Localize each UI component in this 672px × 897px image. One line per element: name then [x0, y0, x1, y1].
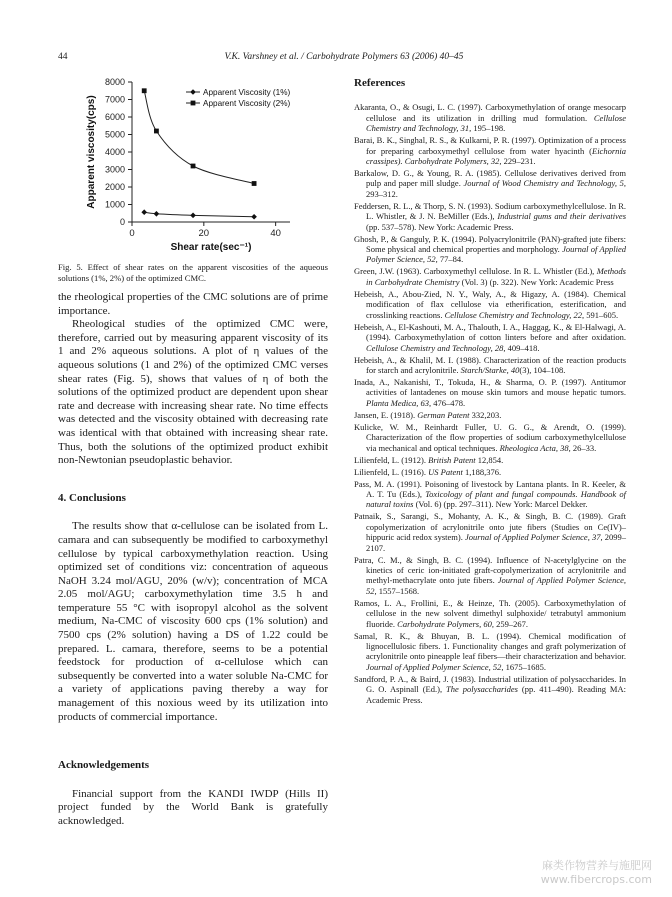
references-heading: References — [354, 77, 406, 89]
reference-italic: Starch/Starke, 40 — [460, 364, 520, 375]
reference-item — [354, 467, 626, 477]
reference-text: Barkalow, D. G., & Young, R. A. (1985). Cellulose derivatives derived from pulp and paper mill sludge. — [354, 168, 626, 189]
figure-5 — [58, 72, 340, 262]
reference-item — [354, 377, 626, 408]
conclusions-heading: 4. Conclusions — [58, 491, 126, 504]
reference-text: Hebeish, A., & Khalil, M. I. (1988). Characterization of the reaction products for starch and acrylonitrile. — [354, 354, 626, 375]
watermark — [541, 859, 652, 887]
reference-text: Akaranta, O., & Osugi, L. C. (1997). Carboxymethylation of orange mesocarp cellulose and its utilization in drilling mud formulation. — [354, 102, 626, 123]
reference-italic: Journal of Wood Chemistry and Technology, 5 — [463, 178, 624, 189]
reference-item — [354, 289, 626, 320]
reference-italic: Industrial gums and their derivatives — [497, 211, 627, 222]
y-tick-label: 6000 — [104, 112, 125, 123]
legend-label: Apparent Viscosity (2%) — [203, 99, 291, 108]
y-tick-label: 2000 — [104, 182, 125, 193]
reference-italic: Journal of Applied Polymer Science, 37 — [465, 532, 601, 543]
data-point-square — [252, 181, 257, 186]
reference-italic: Planta Medica, 63 — [366, 397, 430, 408]
reference-tail: , 2099–2107. — [366, 532, 627, 553]
reference-item — [354, 201, 626, 232]
acknowledgements-paragraph: Financial support from the KANDI IWDP (Hills II) project funded by the World Bank is gratefully acknowledged. — [58, 787, 328, 827]
reference-text: Green, J.W. (1963). Carboxymethyl cellulose. In R. L. Whistler (Ed.), — [354, 266, 597, 277]
x-tick-label: 20 — [198, 228, 210, 239]
reference-text: Barai, B. K., Singhal, R. S., & Kulkarni, P. R. (1997). Optimization of a process for preparing carboxymethyl cellulose from water hyacinth ( — [354, 135, 626, 156]
reference-tail: (Vol. 3) (p. 322). New York: Academic Press — [459, 276, 614, 287]
reference-italic: Carbohydrate Polymers, 60 — [397, 618, 492, 629]
reference-item — [354, 598, 626, 629]
reference-tail: , 229–231. — [499, 156, 536, 167]
reference-item — [354, 674, 626, 705]
reference-item — [354, 555, 626, 597]
reference-italic: The polysaccharides — [446, 684, 518, 695]
reference-tail: , 409–418. — [503, 342, 540, 353]
reference-text: Samal, R. K., & Bhuyan, B. L. (1994). Chemical modification of lignocellulosic fibers. 1. Functionality changes and graft polymerization of acrylonitrile onto pineapple leaf fibers—their characterization and behavior. — [354, 630, 626, 662]
reference-text: Inada, A., Nakanishi, T., Tokuda, H., & Sharma, O. P. (1997). Antitumor activities of lantadenes on mouse skin tumors and mouse hepatic tumors. — [354, 376, 626, 398]
reference-tail: , 591–605. — [581, 309, 619, 320]
rheology-paragraph: Rheological studies of the optimized CMC were, therefore, carried out by measuring apparent viscosity of its 1 and 2% aqueous solutions. A plot of η values of the aqueous solutions (1 and 2%) of the optimized CMC verses shear rates (Fig. 5), shows that values of η of both the solutions of the optimized product are dependent upon shear rate and decrease with increasing shear rate. No time effects was detected and the viscosity obtained with decreasing rate was identical with that obtained with increasing shear rate. Thus, both the solutions of the optimized product exhibit non-Newtonian pseudoplastic behavior. — [58, 318, 328, 467]
running-title: V.K. Varshney et al. / Carbohydrate Polymers 63 (2006) 40–45 — [224, 52, 464, 62]
reference-italic: Journal of Applied Polymer Science, 52 — [366, 244, 626, 265]
reference-text: Feddersen, R. L., & Thorp, S. N. (1993). Sodium carboxymethylcellulose. In R. L. Whistler, & J. N. BeMiller (Eds.), — [354, 200, 626, 222]
reference-text: Patnaik, S., Sarangi, S., Mohanty, A. K., & Singh, B. C. (1989). Graft copolymerization of acrylonitrile onto jute fibers (Studies on Ce(IV)–hippuric acid redox system). — [354, 511, 626, 543]
reference-item — [354, 355, 626, 376]
reference-italic: British Patent — [428, 454, 476, 465]
series-line-1 — [144, 212, 254, 217]
reference-tail: , 1557–1568. — [374, 585, 420, 596]
reference-item — [354, 410, 626, 420]
reference-tail: , 259–267. — [491, 618, 528, 629]
y-tick-label: 0 — [119, 217, 125, 228]
running-header — [58, 52, 630, 66]
reference-item — [354, 631, 626, 673]
reference-text: Sandford, P. A., & Baird, J. (1983). Industrial utilization of polysaccharides. In G. O. Aspinall (Ed.), — [354, 673, 626, 695]
y-tick-label: 5000 — [104, 129, 125, 140]
reference-text: Hebeish, A., Abou-Zied, N. Y., Waly, A., & Higazy, A. (1984). Chemical modification of flax cellulose via etherification, esterification, and crosslinking reactions. — [354, 288, 626, 320]
reference-tail: , 476–478. — [429, 397, 466, 408]
reference-italic: Eichornia crassipes). Carbohydrate Polymers, 32 — [366, 145, 626, 167]
data-point-square — [154, 129, 159, 134]
reference-tail: , 1675–1685. — [501, 661, 546, 672]
data-point-diamond — [141, 209, 147, 215]
legend-marker-square — [191, 101, 196, 106]
reference-text: Patra, C. M., & Singh, B. C. (1994). Influence of N-acetylglycine on the kinetics of ceric ion-initiated graft-copolymerization of acrylonitrile and methyl-methacrylate onto jute fibers. — [354, 554, 626, 586]
reference-text: Hebeish, A., El-Kashouti, M. A., Thalouth, I. A., Haggag, K., & El-Halwagi, A. (1994). Carboxymethylation of cotton linters before and after oxidation. — [354, 321, 626, 343]
reference-tail: (Vol. 6) (pp. 297–311). New York: Marcel Dekker. — [413, 499, 588, 510]
data-point-diamond — [190, 213, 196, 219]
reference-italic: Cellulose Chemistry and Technology, 22 — [444, 309, 582, 320]
reference-item — [354, 102, 626, 133]
reference-tail: 332,203. — [469, 409, 502, 420]
reference-italic: Journal of Applied Polymer Science, 52 — [366, 575, 626, 596]
y-tick-label: 7000 — [104, 94, 125, 105]
data-point-diamond — [251, 214, 257, 220]
left-column — [58, 291, 328, 829]
reference-italic: Journal of Applied Polymer Science, 52 — [366, 661, 502, 672]
reference-text: Jansen, E. (1918). — [354, 409, 418, 420]
reference-item — [354, 479, 626, 510]
y-tick-label: 4000 — [104, 147, 125, 158]
y-tick-label: 3000 — [104, 164, 125, 175]
reference-tail: , 77–84. — [435, 254, 464, 265]
reference-item — [354, 168, 626, 199]
reference-italic: Rheologica Acta, 38 — [499, 442, 569, 453]
reference-italic: Cellulose Chemistry and Technology, 31 — [366, 112, 626, 134]
reference-italic: Toxicology of plant and fungal compounds. Handbook of natural toxins — [366, 488, 626, 510]
reference-item — [354, 422, 626, 453]
reference-item — [354, 266, 626, 287]
data-point-diamond — [154, 211, 160, 217]
reference-tail: , 293–312. — [366, 178, 626, 199]
reference-text: Ghosh, P., & Ganguly, P. K. (1994). Polyacrylonitrile (PAN)-grafted jute fibers: Some physical and chemical properties and morphology. — [354, 233, 626, 255]
intro-continuation: the rheological properties of the CMC solutions are of prime importance. — [58, 291, 328, 317]
reference-item — [354, 455, 626, 465]
reference-tail: (pp. 411–490). Reading MA: Academic Press. — [366, 684, 626, 705]
reference-text: Kulicke, W. M., Reinhardt Fuller, U. G. G., & Arendt, O. (1999). Characterization of the flow properties of sodium carboxymethylcellulose via mechanical and optical techniques. — [354, 421, 626, 453]
page-number: 44 — [58, 52, 68, 62]
data-point-square — [191, 164, 196, 169]
reference-tail: 12,854. — [475, 454, 504, 465]
reference-italic: US Patent — [428, 466, 463, 477]
reference-tail: (pp. 537–578). New York: Academic Press. — [366, 221, 514, 232]
reference-text: Pass, M. A. (1991). Poisoning of livestock by Lantana plants. In R. Keeler, & A. T. Tu (Eds.), — [354, 478, 626, 499]
reference-item — [354, 511, 626, 553]
reference-item — [354, 322, 626, 353]
reference-tail: , 26–33. — [568, 442, 597, 453]
x-tick-label: 40 — [270, 228, 281, 239]
legend-label: Apparent Viscosity (1%) — [203, 88, 291, 97]
reference-tail: 1,188,376. — [462, 466, 502, 477]
y-axis-label: Apparent viscosity(cps) — [86, 95, 97, 209]
reference-item — [354, 234, 626, 265]
x-tick-label: 0 — [129, 228, 135, 239]
right-column — [354, 78, 626, 707]
reference-italic: Methods in Carbohydrate Chemistry — [366, 266, 626, 287]
y-tick-label: 1000 — [104, 199, 125, 210]
y-tick-label: 8000 — [104, 77, 125, 88]
figure-caption: Fig. 5. Effect of shear rates on the apparent viscosities of the aqueous solutions (1%, 2%) of the optimized CMC. — [58, 262, 328, 283]
watermark-line2: www.fibercrops.com — [540, 873, 652, 886]
viscosity-chart — [58, 72, 340, 262]
reference-italic: German Patent — [417, 409, 470, 420]
data-point-square — [142, 88, 147, 93]
reference-text: Lilienfeld, L. (1916). — [354, 466, 429, 477]
reference-italic: Cellulose Chemistry and Technology, 28 — [366, 342, 504, 353]
reference-text: Lilienfeld, L. (1912). — [354, 454, 429, 465]
reference-text: Ramos, L. A., Frollini, E., & Heinze, Th. (2005). Carboxymethylation of cellulose in the new solvent dimethyl sulphoxide/ tetrabutyl ammonium fluoride. — [354, 597, 626, 629]
reference-list — [354, 102, 626, 705]
watermark-line1: 麻类作物营养与施肥网 — [542, 859, 652, 872]
conclusions-paragraph: The results show that α-cellulose can be isolated from L. camara and can subsequently be modified to carboxymethyl cellulose by typical carboxymethylation reaction. Using optimized set of conditions viz: concentration of aqueous NaOH 3.24 mol/AGU, 20% (w/v); concentration of MCA 2.05 mol/AGU; carboxymethylation time 3.5 h and temperature 55 °C with isopropyl alcohol as the solvent medium, Na-CMC of viscosity 600 cps (1% solution) and 7500 cps (2% solution) having a DS of 1.22 could be prepared. L. camara, therefore, seems to be a potential feedstock for production of α-cellulose which can subsequently be converted into a water soluble Na-CMC for a variety of applications paving thereby a way for management of this noxious weed by its utilization into products of commercial importance. — [58, 520, 328, 723]
acknowledgements-heading: Acknowledgements — [58, 759, 150, 772]
reference-item — [354, 135, 626, 166]
x-axis-label: Shear rate(sec⁻¹) — [170, 242, 252, 253]
reference-tail: (3), 104–108. — [519, 364, 566, 375]
reference-tail: , 195–198. — [469, 123, 506, 134]
